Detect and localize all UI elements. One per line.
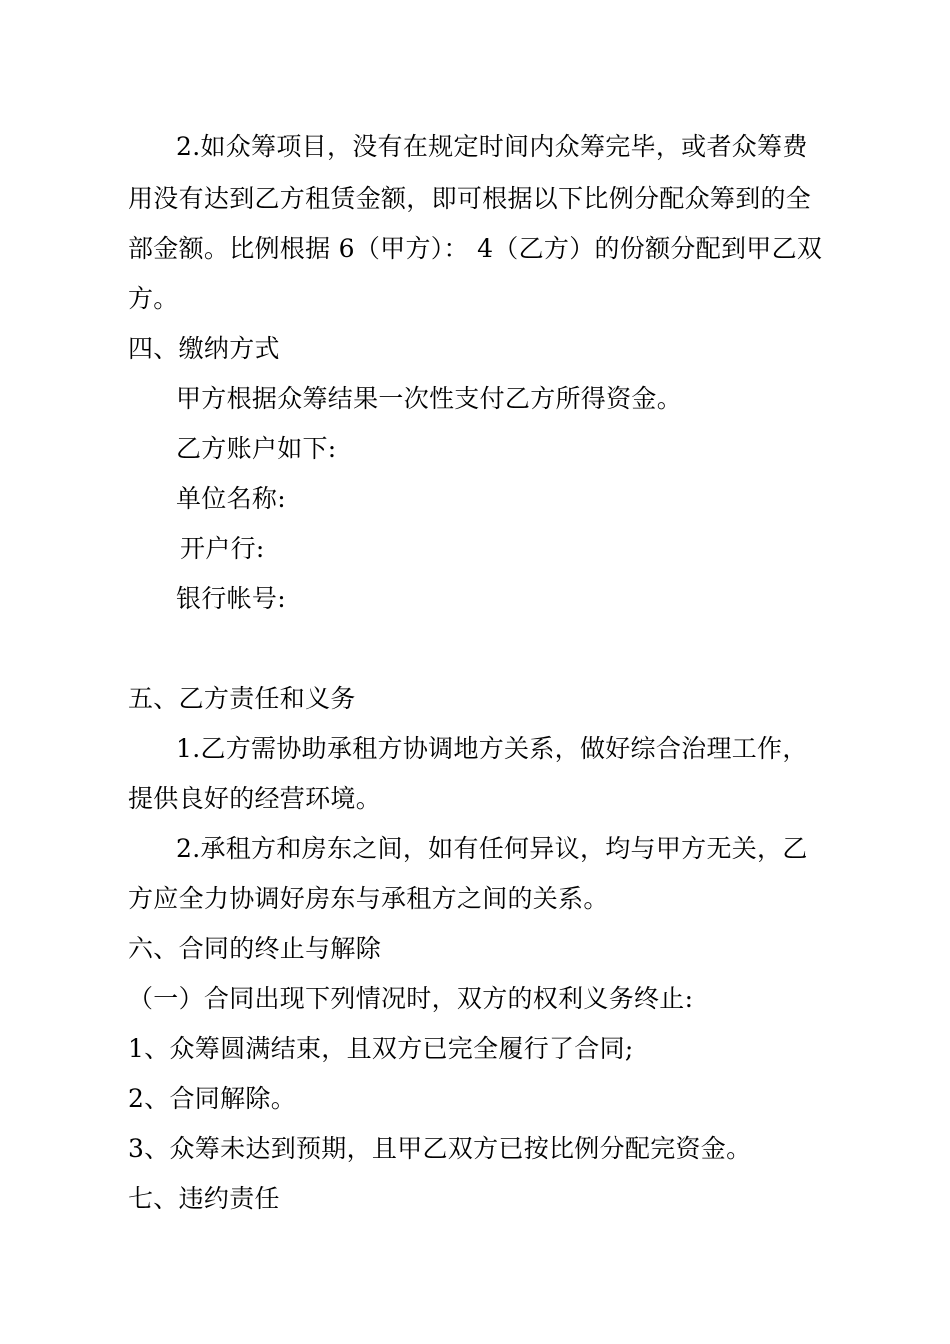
section-heading-5: 五、乙方责任和义务 [128,684,356,713]
paragraph-line: 2.承租方和房东之间，如有任何异议，均与甲方无关，乙 [176,834,808,863]
paragraph-line: 方应全力协调好房东与承租方之间的关系。 [128,884,609,913]
paragraph-line: 提供良好的经营环境。 [128,784,382,813]
paragraph-line: 方。 [128,284,179,313]
bank-account-label: 银行帐号: [176,584,286,613]
section-heading-7: 七、违约责任 [128,1184,280,1213]
bank-label: 开户行: [180,534,265,563]
paragraph-line: 用没有达到乙方租赁金额，即可根据以下比例分配众筹到的全 [128,184,812,213]
account-name-label: 单位名称: [176,484,286,513]
paragraph-line: 2.如众筹项目，没有在规定时间内众筹完毕，或者众筹费 [176,132,808,161]
paragraph-line: 部金额。比例根据 6（甲方）： 4（乙方）的份额分配到甲乙双 [128,234,823,263]
paragraph-line: 1.乙方需协助承租方协调地方关系，做好综合治理工作， [176,734,808,763]
list-item: 1、众筹圆满结束，且双方已完全履行了合同; [128,1034,634,1063]
section-heading-6: 六、合同的终止与解除 [128,934,382,963]
subsection-heading: （一）合同出现下列情况时，双方的权利义务终止: [128,984,694,1013]
list-item: 3、众筹未达到预期，且甲乙双方已按比例分配完资金。 [128,1134,752,1163]
section-heading-4: 四、缴纳方式 [128,334,280,363]
account-intro: 乙方账户如下: [176,434,337,463]
paragraph-line: 甲方根据众筹结果一次性支付乙方所得资金。 [176,384,683,413]
list-item: 2、合同解除。 [128,1084,297,1113]
